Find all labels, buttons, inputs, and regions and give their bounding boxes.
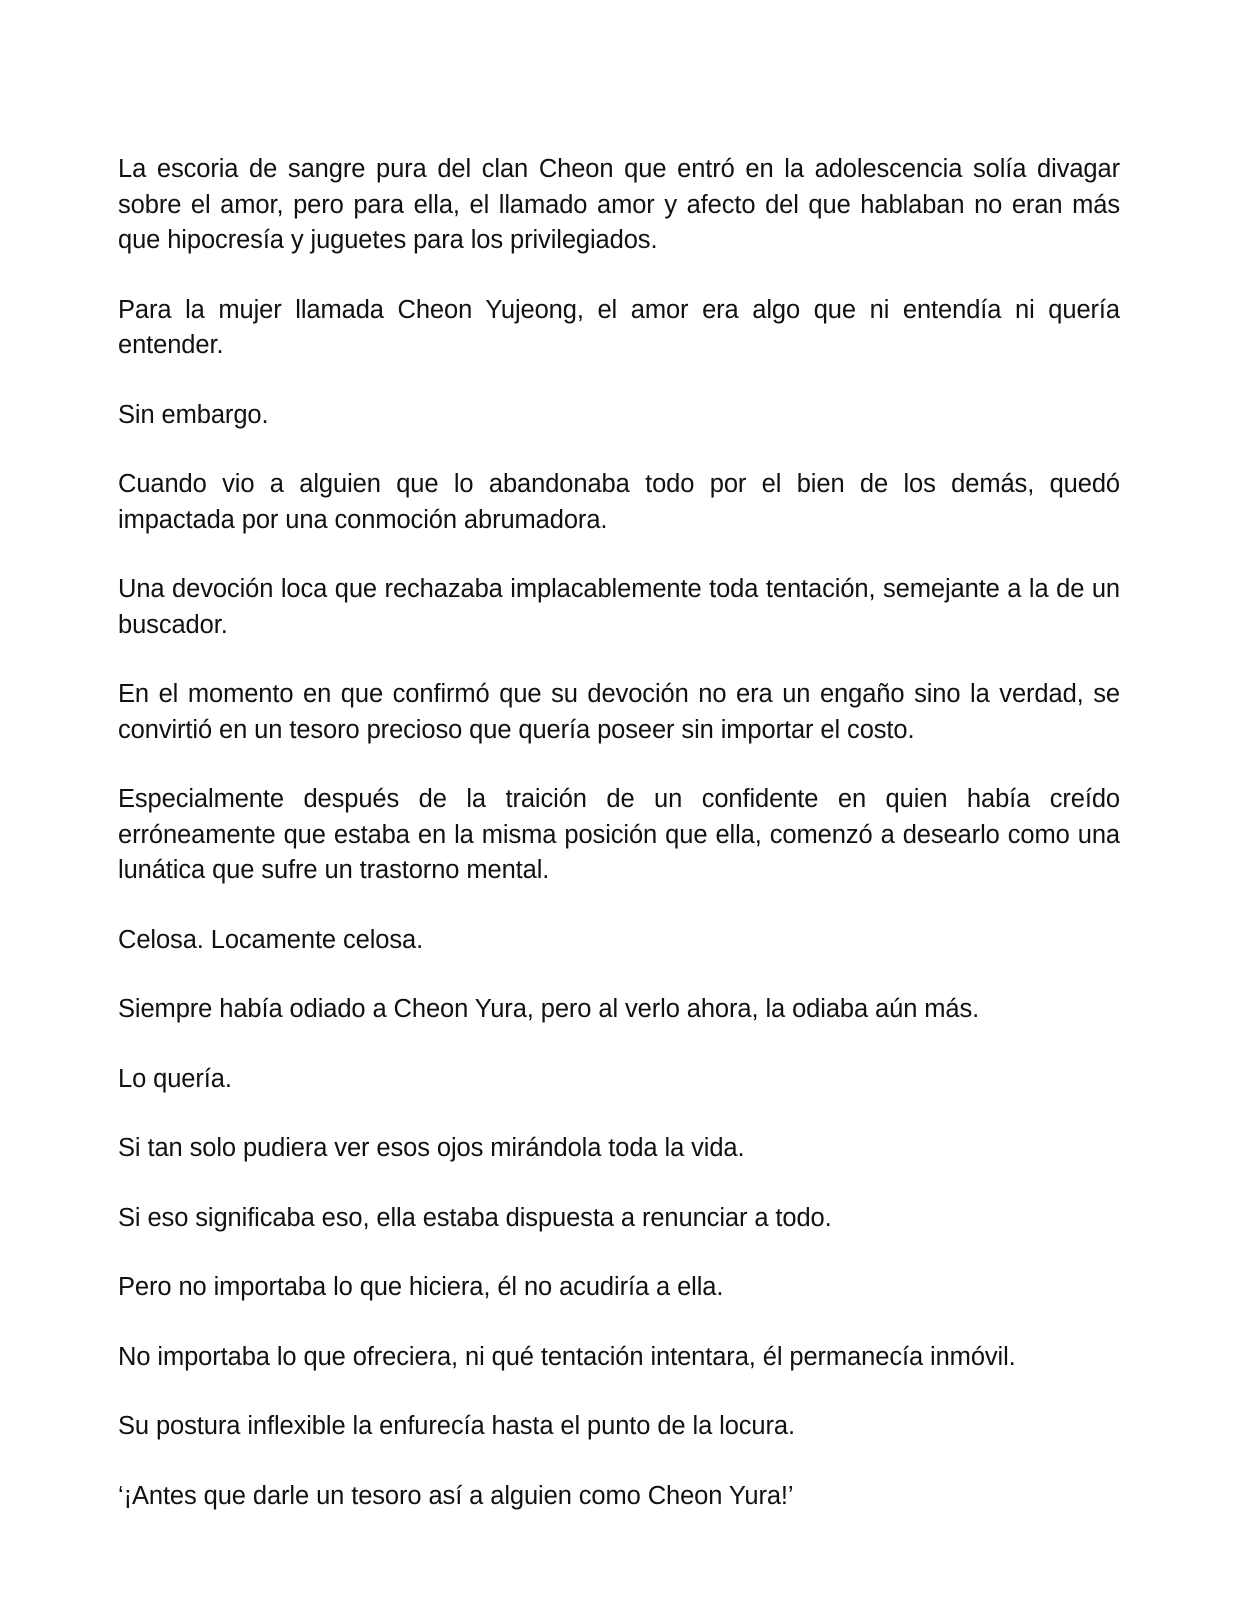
document-body (118, 152, 1120, 1548)
paragraph-3: Sin embargo. (118, 400, 269, 429)
paragraph-2: Para la mujer llamada Cheon Yujeong, el amor era algo que ni entendía ni quería entender. (118, 295, 1120, 359)
paragraph-13: Pero no importaba lo que hiciera, él no acudiría a ella. (118, 1273, 724, 1301)
paragraph-14: No importaba lo que ofreciera, ni qué tentación intentara, él permanecía inmóvil. (118, 1342, 1016, 1371)
paragraph-7: Especialmente después de la traición de un confidente en quien había creído erróneamente que estaba en la misma posición que ella, comenzó a desearlo como una lunática que sufre un trastorno mental. (118, 785, 1120, 884)
paragraph-15: Su postura inflexible la enfurecía hasta el punto de la locura. (118, 1412, 795, 1440)
paragraph-8: Celosa. Locamente celosa. (118, 925, 424, 954)
paragraph-5: Una devoción loca que rechazaba implacablemente toda tentación, semejante a la de un buscador. (118, 575, 1120, 639)
paragraph-9: Siempre había odiado a Cheon Yura, pero al verlo ahora, la odiaba aún más. (118, 995, 980, 1023)
paragraph-1: La escoria de sangre pura del clan Cheon que entró en la adolescencia solía divagar sobre el amor, pero para ella, el llamado amor y afecto del que hablaban no eran más que hipocresía y juguetes para los privilegiados. (118, 155, 1120, 254)
paragraph-12: Si eso significaba eso, ella estaba dispuesta a renunciar a todo. (118, 1203, 832, 1232)
paragraph-4: Cuando vio a alguien que lo abandonaba todo por el bien de los demás, quedó impactada por una conmoción abrumadora. (118, 470, 1120, 534)
paragraph-10: Lo quería. (118, 1064, 232, 1093)
paragraph-11: Si tan solo pudiera ver esos ojos mirándola toda la vida. (118, 1134, 745, 1162)
paragraph-16: ‘¡Antes que darle un tesoro así a alguien como Cheon Yura!’ (118, 1481, 794, 1510)
paragraph-6: En el momento en que confirmó que su devoción no era un engaño sino la verdad, se convirtió en un tesoro precioso que quería poseer sin importar el costo. (118, 680, 1120, 744)
